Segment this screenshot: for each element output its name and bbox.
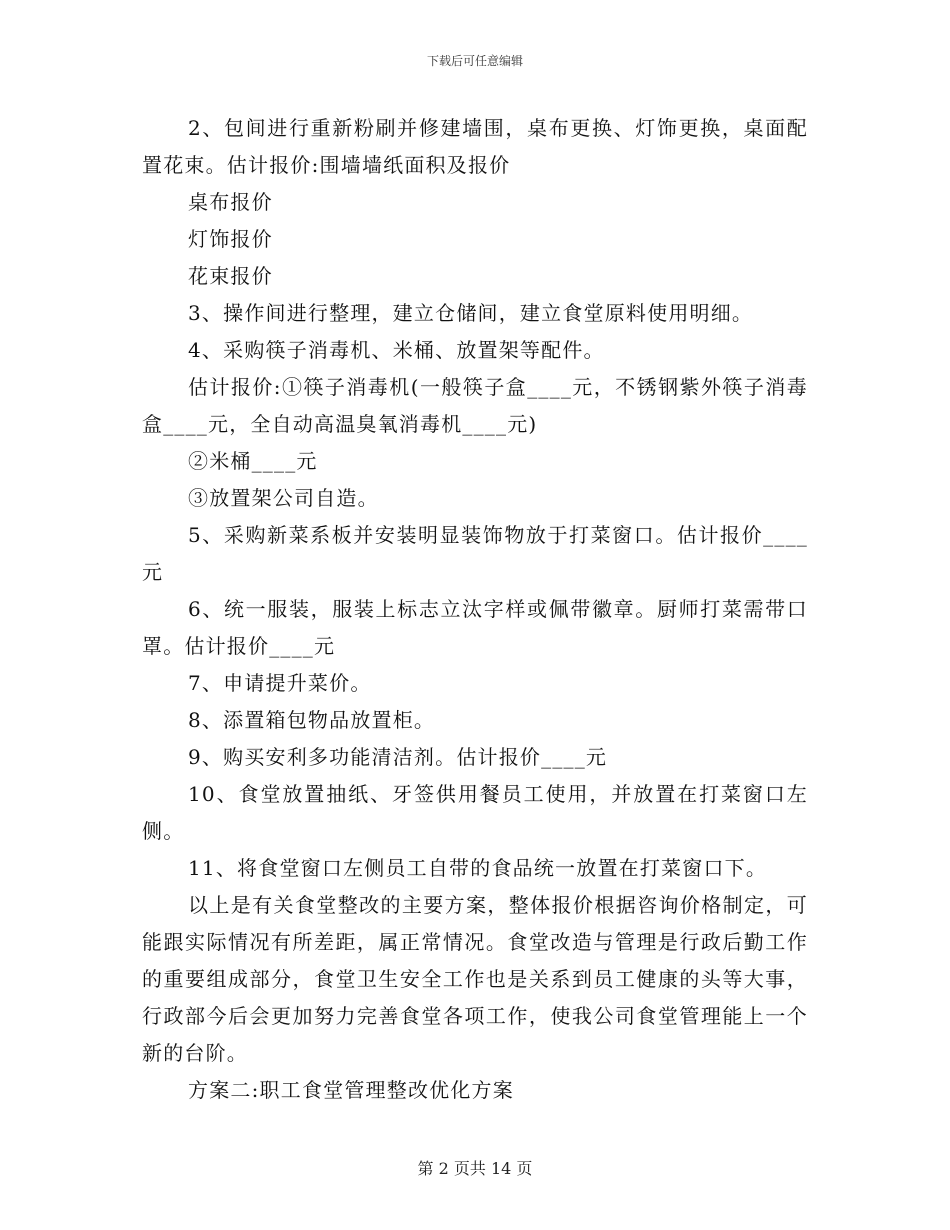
paragraph-tablecloth-quote: 桌布报价 bbox=[188, 190, 273, 214]
paragraph-item-2: 2、包间进行重新粉刷并修建墙围，桌布更换、灯饰更换，桌面配置花束。估计报价:围墙墙纸面积及报价 bbox=[142, 116, 808, 177]
paragraph-item-9: 9、购买安利多功能清洁剂。估计报价____元 bbox=[188, 745, 608, 769]
page-footer: 第 2 页共 14 页 bbox=[417, 1159, 533, 1178]
paragraph-item-3: 3、操作间进行整理，建立仓储间，建立食堂原料使用明细。 bbox=[188, 301, 754, 325]
paragraph-estimate-3: ③放置架公司自造。 bbox=[188, 486, 379, 510]
document-body bbox=[142, 110, 808, 1109]
paragraph-flower-quote: 花束报价 bbox=[188, 264, 273, 288]
paragraph-lighting-quote: 灯饰报价 bbox=[188, 227, 273, 251]
paragraph-item-10: 10、食堂放置抽纸、牙签供用餐员工使用，并放置在打菜窗口左侧。 bbox=[142, 782, 808, 843]
paragraph-item-8: 8、添置箱包物品放置柜。 bbox=[188, 708, 436, 732]
paragraph-item-11: 11、将食堂窗口左侧员工自带的食品统一放置在打菜窗口下。 bbox=[188, 856, 768, 880]
paragraph-estimate-1: 估计报价:①筷子消毒机(一般筷子盒____元，不锈钢紫外筷子消毒盒____元，全自动高温臭氧消毒机____元) bbox=[142, 375, 808, 436]
paragraph-item-7: 7、申请提升菜价。 bbox=[188, 671, 372, 695]
paragraph-plan-two-title: 方案二:职工食堂管理整改优化方案 bbox=[188, 1078, 514, 1102]
paragraph-summary: 以上是有关食堂整改的主要方案，整体报价根据咨询价格制定，可能跟实际情况有所差距，属正常情况。食堂改造与管理是行政后勤工作的重要组成部分，食堂卫生安全工作也是关系到员工健康的头等大事，行政部今后会更加努力完善食堂各项工作，使我公司食堂管理能上一个新的台阶。 bbox=[142, 893, 808, 1065]
page-header: 下载后可任意编辑 bbox=[426, 54, 523, 68]
paragraph-item-5: 5、采购新菜系板并安装明显装饰物放于打菜窗口。估计报价____元 bbox=[142, 523, 808, 584]
paragraph-item-4: 4、采购筷子消毒机、米桶、放置架等配件。 bbox=[188, 338, 605, 362]
paragraph-estimate-2: ②米桶____元 bbox=[188, 449, 318, 473]
paragraph-item-6: 6、统一服装，服装上标志立汰字样或佩带徽章。厨师打菜需带口罩。估计报价____元 bbox=[142, 597, 808, 658]
